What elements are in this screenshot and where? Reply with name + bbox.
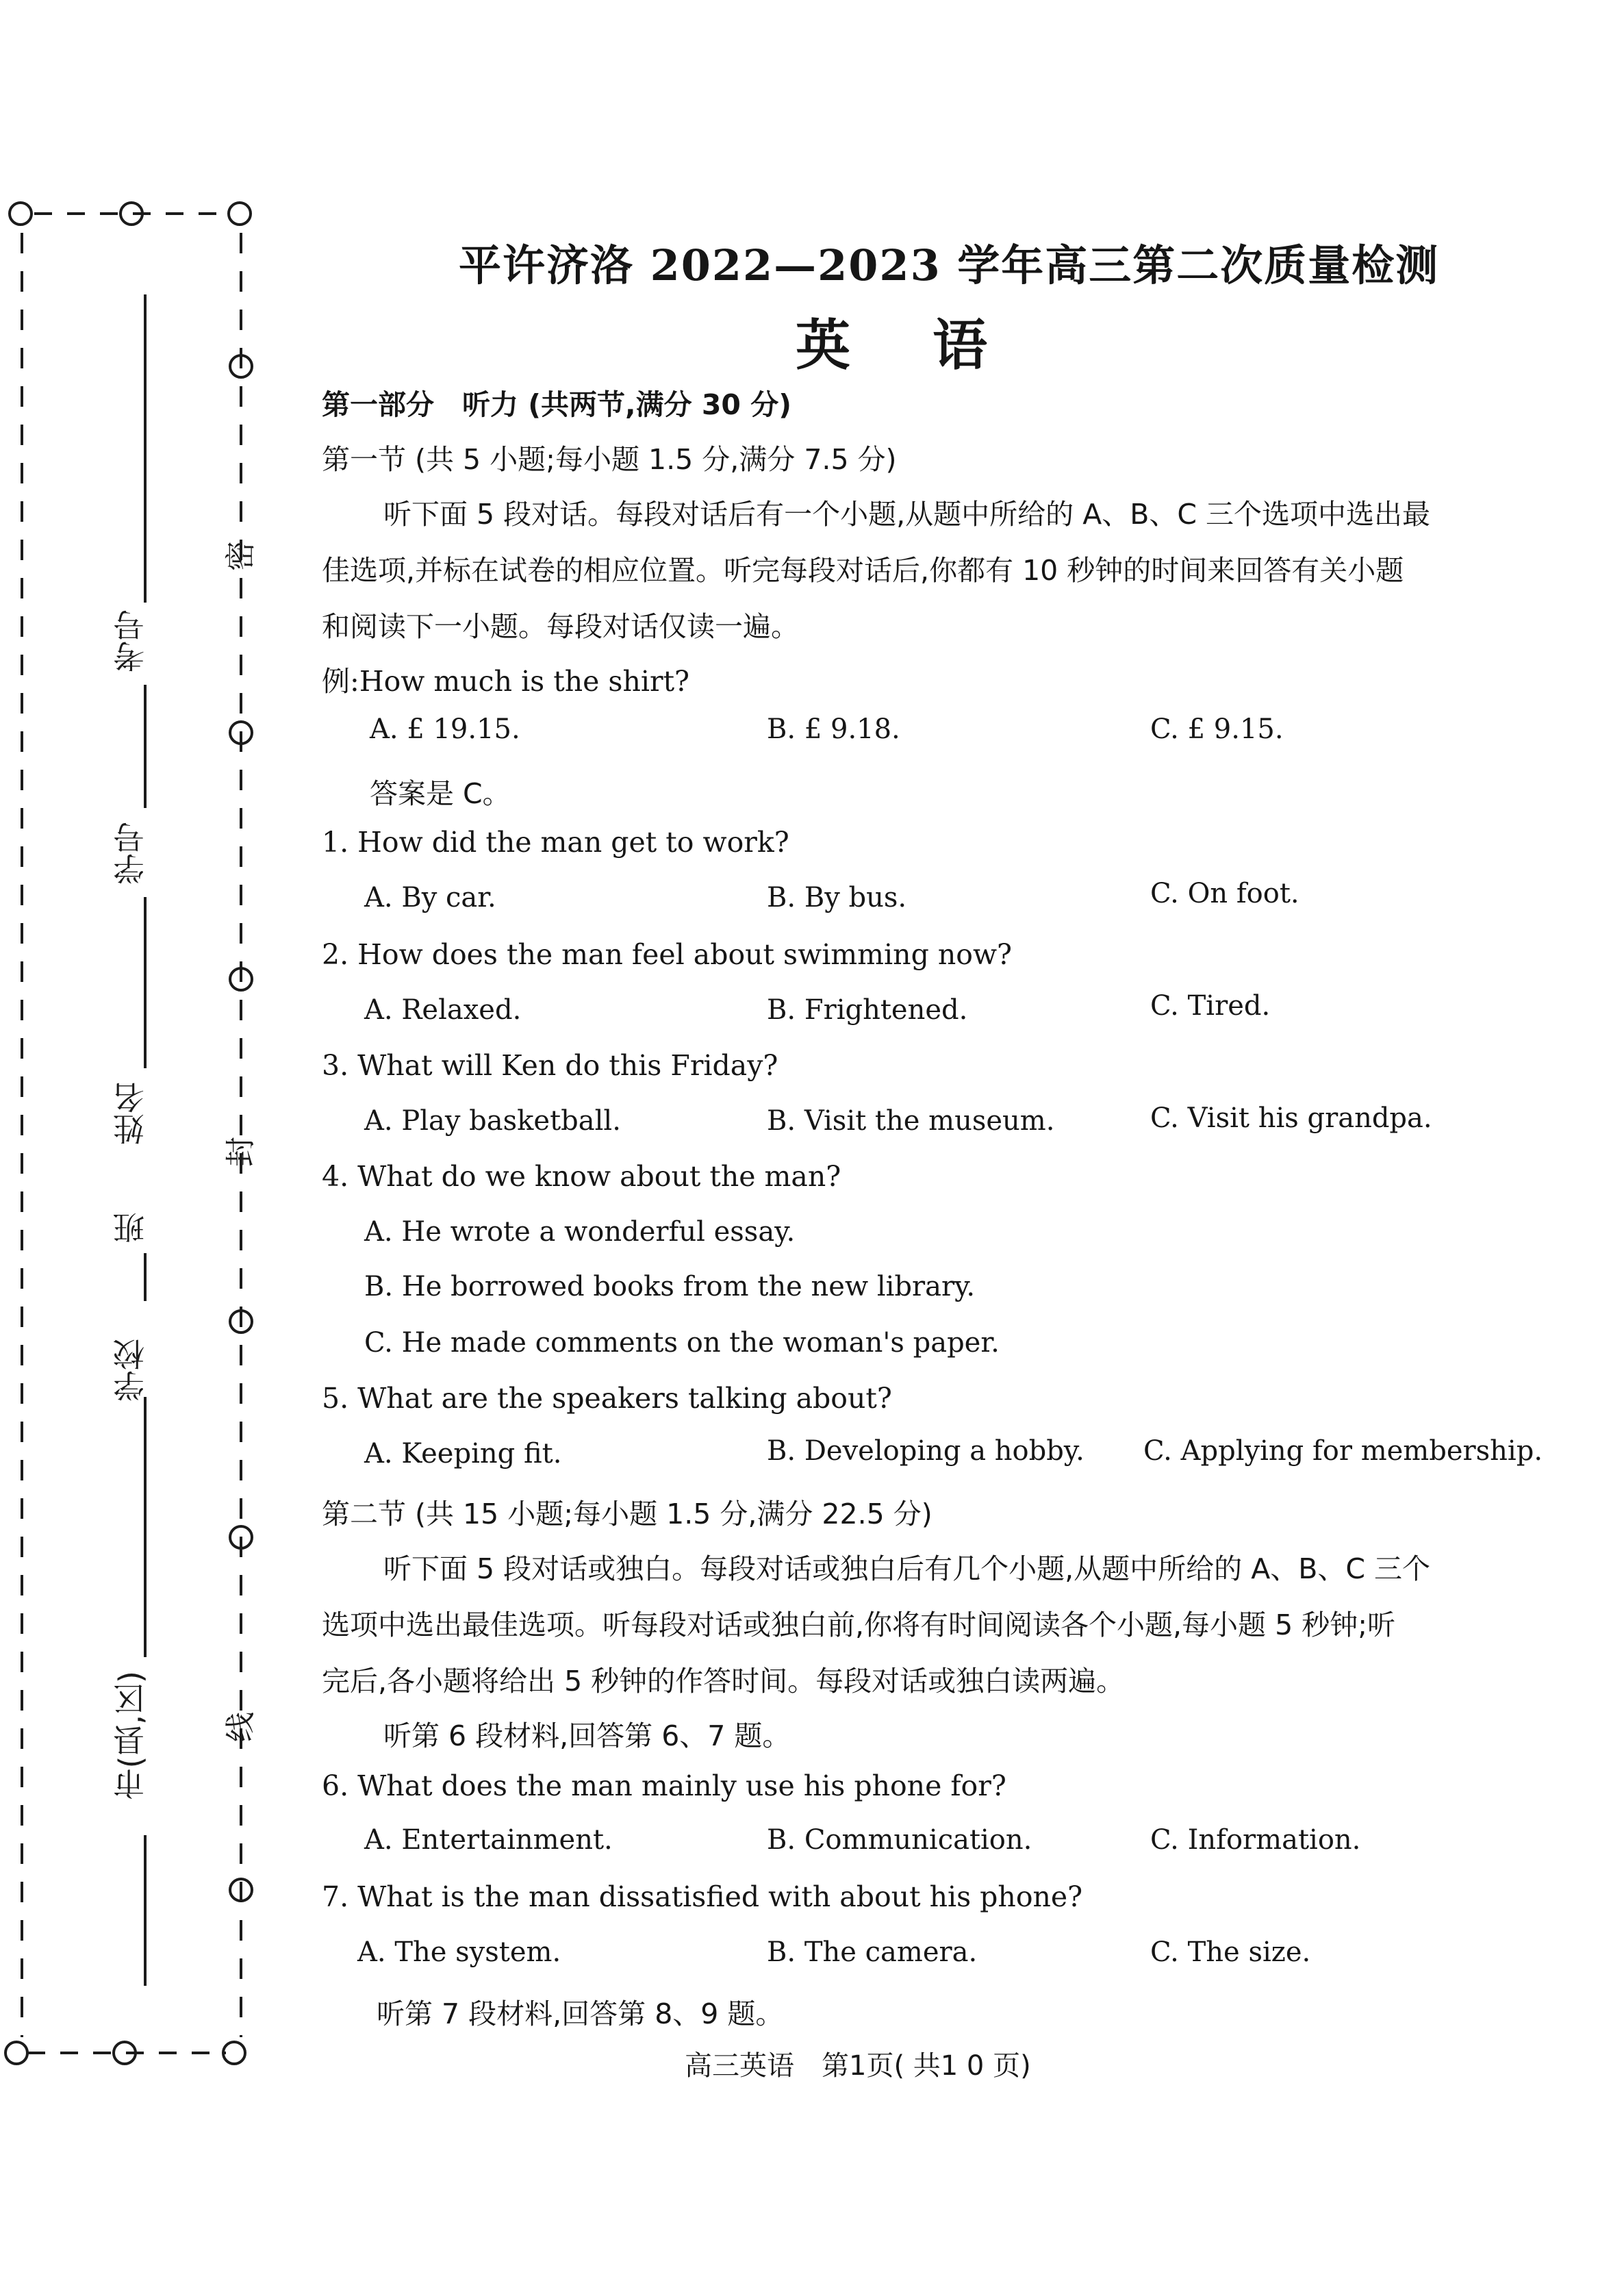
- question-3-option-c: C. Visit his grandpa.: [1150, 1102, 1432, 1134]
- question-7-option-a: A. The system.: [357, 1937, 561, 1968]
- question-4-option-b: B. He borrowed books from the new library.: [364, 1271, 976, 1302]
- seal-mark-xian: 线: [223, 1712, 258, 1742]
- question-6-option-a: A. Entertainment.: [364, 1824, 613, 1856]
- part1-heading: 第一部分 听力 (共两节,满分 30 分): [322, 388, 791, 421]
- section1-instruction-3: 和阅读下一小题。每段对话仅读一遍。: [322, 610, 799, 643]
- section2-instruction-2: 选项中选出最佳选项。听每段对话或独白前,你将有时间阅读各个小题,每小题 5 秒钟;听: [322, 1609, 1396, 1641]
- question-2-option-b: B. Frightened.: [767, 994, 968, 1026]
- question-6-option-c: C. Information.: [1150, 1824, 1361, 1856]
- binding-margin: [0, 0, 288, 2296]
- question-4-option-c: C. He made comments on the woman's paper.: [364, 1327, 1000, 1359]
- question-7-option-b: B. The camera.: [767, 1937, 978, 1968]
- question-5-option-b: B. Developing a hobby.: [767, 1435, 1084, 1467]
- question-5: 5. What are the speakers talking about?: [322, 1382, 892, 1415]
- material-7-note: 听第 7 段材料,回答第 8、9 题。: [377, 1997, 784, 2030]
- example-answer: 答案是 C。: [370, 777, 511, 810]
- question-2-option-a: A. Relaxed.: [364, 994, 522, 1026]
- question-3: 3. What will Ken do this Friday?: [322, 1049, 778, 1082]
- question-7-option-c: C. The size.: [1150, 1937, 1311, 1968]
- question-2: 2. How does the man feel about swimming now?: [322, 938, 1013, 971]
- exam-number-label: 考号: [112, 609, 149, 672]
- section1-heading: 第一节 (共 5 小题;每小题 1.5 分,满分 7.5 分): [322, 443, 897, 476]
- section2-instruction-1: 听下面 5 段对话或独白。每段对话或独白后有几个小题,从题中所给的 A、B、C 三个: [383, 1552, 1431, 1585]
- page-footer: 高三英语 第1页( 共1 0 页): [685, 2050, 1031, 2082]
- question-6: 6. What does the man mainly use his phone for?: [322, 1769, 1006, 1802]
- question-3-option-a: A. Play basketball.: [364, 1105, 621, 1137]
- section2-instruction-3: 完后,各小题将给出 5 秒钟的作答时间。每段对话或独白读两遍。: [322, 1665, 1125, 1698]
- student-number-label: 学号: [112, 822, 149, 885]
- question-4: 4. What do we know about the man?: [322, 1160, 841, 1193]
- example-option-c: C. £ 9.15.: [1150, 714, 1284, 745]
- material-6-note: 听第 6 段材料,回答第 6、7 题。: [383, 1719, 791, 1752]
- section1-instruction-2: 佳选项,并标在试卷的相应位置。听完每段对话后,你都有 10 秒钟的时间来回答有关小题: [322, 554, 1404, 587]
- question-6-option-b: B. Communication.: [767, 1824, 1032, 1856]
- question-2-option-c: C. Tired.: [1150, 990, 1271, 1022]
- example-option-b: B. £ 9.18.: [767, 714, 900, 745]
- name-label: 姓名: [112, 1082, 149, 1145]
- subject-title: 英语: [796, 313, 1069, 377]
- question-3-option-b: B. Visit the museum.: [767, 1105, 1055, 1137]
- class-label: 班: [112, 1212, 149, 1244]
- question-5-option-c: C. Applying for membership.: [1143, 1435, 1543, 1467]
- section2-heading: 第二节 (共 15 小题;每小题 1.5 分,满分 22.5 分): [322, 1498, 932, 1530]
- example-option-a: A. £ 19.15.: [370, 714, 520, 745]
- example-question: 例:How much is the shirt?: [322, 665, 690, 698]
- question-1-option-c: C. On foot.: [1150, 878, 1299, 909]
- school-label: 学校: [112, 1339, 149, 1402]
- question-5-option-a: A. Keeping fit.: [364, 1438, 562, 1469]
- question-1: 1. How did the man get to work?: [322, 826, 789, 859]
- seal-mark-feng: 封: [223, 1137, 258, 1167]
- question-4-option-a: A. He wrote a wonderful essay.: [364, 1216, 796, 1248]
- exam-title: 平许济洛 2022—2023 学年高三第二次质量检测: [459, 240, 1440, 290]
- question-7: 7. What is the man dissatisfied with about his phone?: [322, 1880, 1083, 1913]
- question-1-option-a: A. By car.: [364, 882, 496, 913]
- section1-instruction-1: 听下面 5 段对话。每段对话后有一个小题,从题中所给的 A、B、C 三个选项中选出最: [383, 498, 1431, 531]
- question-1-option-b: B. By bus.: [767, 882, 907, 913]
- city-label: 市(县,区): [112, 1671, 149, 1800]
- seal-mark-mi: 密: [223, 541, 258, 571]
